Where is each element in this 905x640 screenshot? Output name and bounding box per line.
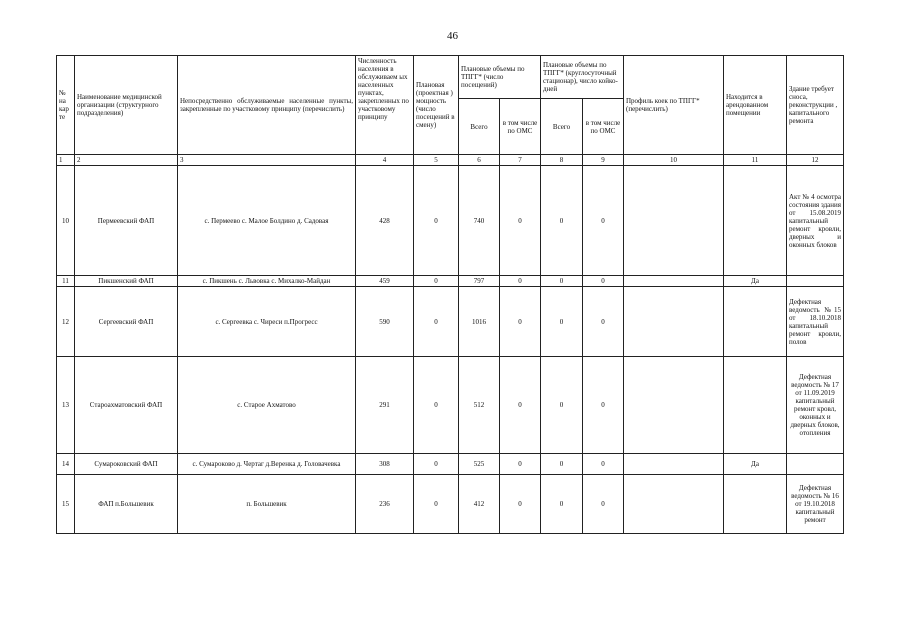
cell-rented [724, 475, 787, 534]
cell-rented [724, 166, 787, 276]
column-number: 11 [724, 155, 787, 166]
cell-org: Сергеевский ФАП [75, 287, 178, 357]
cell-beds-total: 0 [541, 287, 583, 357]
subheader-beds-total: Всего [541, 99, 583, 155]
table-row [57, 276, 844, 287]
cell-beds-total: 0 [541, 454, 583, 475]
cell-beds-total: 0 [541, 276, 583, 287]
cell-visits-total: 797 [459, 276, 500, 287]
cell-settlements: с. Сергеевка с. Чиреси п.Прогресс [178, 287, 356, 357]
cell-beds-oms: 0 [583, 357, 624, 454]
facility-table [56, 55, 844, 534]
header-num: № на кар те [57, 56, 75, 155]
cell-rented [724, 357, 787, 454]
cell-repair: Акт № 4 осмотра состояния здания от 15.08.2019 капитальный ремонт кровли, дверных и оконных блоков [787, 166, 844, 276]
cell-settlements: с. Сумароково д. Чертаг д.Веренка д. Головачевка [178, 454, 356, 475]
table-row [57, 287, 844, 357]
header-row [57, 56, 844, 99]
cell-org: Пикшенский ФАП [75, 276, 178, 287]
cell-visits-oms: 0 [500, 454, 541, 475]
cell-visits-oms: 0 [500, 475, 541, 534]
column-number: 5 [414, 155, 459, 166]
cell-beds-oms: 0 [583, 454, 624, 475]
header-population: Численность населения в обслуживаем ых населенных пунктах, закрепленных по участковому принципу [356, 56, 414, 155]
cell-visits-total: 512 [459, 357, 500, 454]
cell-beds-total: 0 [541, 475, 583, 534]
cell-profile [624, 287, 724, 357]
column-number: 2 [75, 155, 178, 166]
cell-beds-oms: 0 [583, 276, 624, 287]
subheader-visits-oms: в том числе по ОМС [500, 99, 541, 155]
column-number: 12 [787, 155, 844, 166]
cell-population: 590 [356, 287, 414, 357]
cell-repair: Дефектная ведомость №15 от 18.10.2018 капитальный ремонт кровли, полов [787, 287, 844, 357]
cell-settlements: с. Пермеево с. Малое Болдино д. Садовая [178, 166, 356, 276]
cell-visits-total: 412 [459, 475, 500, 534]
header-tpgg-visits: Плановые объемы по ТПГГ* (число посещений) [459, 56, 541, 99]
cell-num: 10 [57, 166, 75, 276]
column-number: 6 [459, 155, 500, 166]
cell-profile [624, 166, 724, 276]
column-number: 7 [500, 155, 541, 166]
cell-org: ФАП п.Большевик [75, 475, 178, 534]
header-org: Наименование медицинской организации (структурного подразделения) [75, 56, 178, 155]
cell-rented: Да [724, 276, 787, 287]
column-number: 10 [624, 155, 724, 166]
cell-visits-total: 740 [459, 166, 500, 276]
cell-visits-oms: 0 [500, 357, 541, 454]
header-tpgg-beds: Плановые объемы по ТПГГ* (круглосуточный стационар), число койко-дней [541, 56, 624, 99]
column-number: 9 [583, 155, 624, 166]
cell-beds-total: 0 [541, 166, 583, 276]
cell-population: 308 [356, 454, 414, 475]
cell-beds-total: 0 [541, 357, 583, 454]
cell-profile [624, 475, 724, 534]
cell-visits-oms: 0 [500, 166, 541, 276]
cell-beds-oms: 0 [583, 166, 624, 276]
header-rented: Находится в арендованном помещении [724, 56, 787, 155]
column-number: 1 [57, 155, 75, 166]
cell-capacity: 0 [414, 276, 459, 287]
cell-rented: Да [724, 454, 787, 475]
cell-num: 14 [57, 454, 75, 475]
header-profile: Профиль коек по ТПГГ* (перечислить) [624, 56, 724, 155]
cell-org: Староахматовский ФАП [75, 357, 178, 454]
cell-population: 236 [356, 475, 414, 534]
cell-settlements: п. Большевик [178, 475, 356, 534]
cell-profile [624, 357, 724, 454]
cell-num: 12 [57, 287, 75, 357]
cell-capacity: 0 [414, 475, 459, 534]
table-row [57, 475, 844, 534]
cell-org: Пермеевский ФАП [75, 166, 178, 276]
table-row [57, 454, 844, 475]
page-number: 46 [447, 30, 458, 42]
cell-population: 459 [356, 276, 414, 287]
cell-beds-oms: 0 [583, 287, 624, 357]
cell-repair: Дефектная ведомость № 17 от 11.09.2019 капитальный ремонт кровл, оконных и дверных блоков, отопления [787, 357, 844, 454]
column-number-row [57, 155, 844, 166]
cell-settlements: с. Старое Ахматово [178, 357, 356, 454]
cell-profile [624, 454, 724, 475]
cell-repair: Дефектная ведомость № 16 от 19.10.2018 капитальный ремонт [787, 475, 844, 534]
cell-num: 13 [57, 357, 75, 454]
table-row [57, 166, 844, 276]
cell-population: 291 [356, 357, 414, 454]
cell-rented [724, 287, 787, 357]
column-number: 4 [356, 155, 414, 166]
header-settlements: Непосредственно обслуживаемые населенные пункты, закрепленные по участковому принципу (перечислить) [178, 56, 356, 155]
cell-visits-total: 1016 [459, 287, 500, 357]
cell-profile [624, 276, 724, 287]
cell-repair [787, 276, 844, 287]
cell-visits-oms: 0 [500, 276, 541, 287]
cell-visits-total: 525 [459, 454, 500, 475]
cell-visits-oms: 0 [500, 287, 541, 357]
cell-beds-oms: 0 [583, 475, 624, 534]
column-number: 8 [541, 155, 583, 166]
cell-capacity: 0 [414, 357, 459, 454]
cell-org: Сумароковский ФАП [75, 454, 178, 475]
cell-capacity: 0 [414, 287, 459, 357]
subheader-visits-total: Всего [459, 99, 500, 155]
cell-capacity: 0 [414, 454, 459, 475]
column-number: 3 [178, 155, 356, 166]
header-capacity: Плановая (проектная ) мощность (число посещений в смену) [414, 56, 459, 155]
cell-capacity: 0 [414, 166, 459, 276]
header-repair: Здание требует сноса, реконструкции , капитального ремонта [787, 56, 844, 155]
table-row [57, 357, 844, 454]
subheader-beds-oms: в том числе по ОМС [583, 99, 624, 155]
cell-settlements: с. Пикшень с. Львовка с. Михалко-Майдан [178, 276, 356, 287]
cell-num: 15 [57, 475, 75, 534]
cell-num: 11 [57, 276, 75, 287]
cell-population: 428 [356, 166, 414, 276]
cell-repair [787, 454, 844, 475]
